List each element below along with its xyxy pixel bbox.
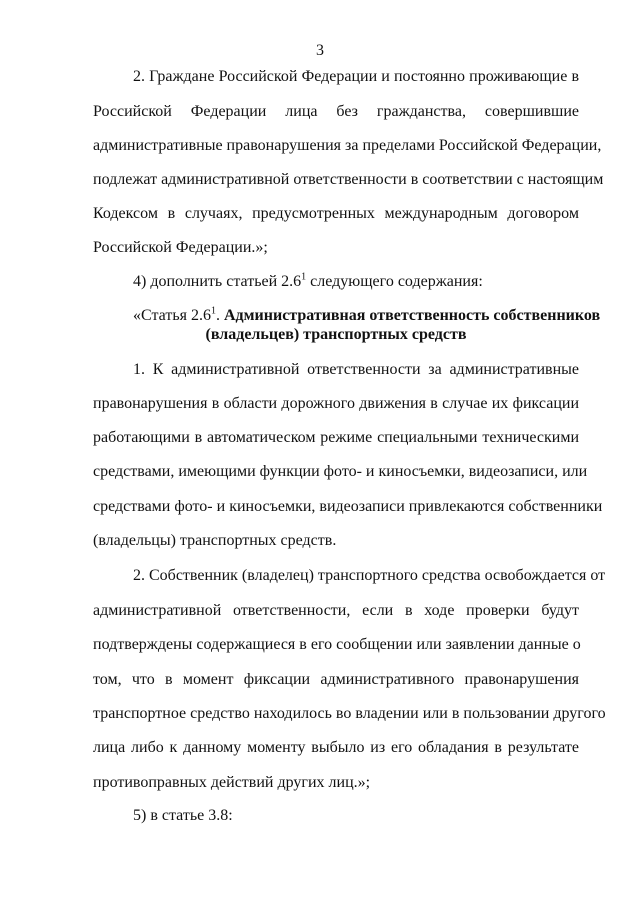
superscript: 1 [301, 271, 307, 283]
amendment-item-4 [133, 272, 579, 292]
text-line: Российской Федерации лица без гражданства, совершившие [93, 103, 579, 120]
text-line: подлежат административной ответственности в соответствии с настоящим [93, 171, 604, 188]
text-line: средствами, имеющими функции фото- и киносъемки, видеозаписи, или [93, 463, 588, 480]
text-line: 2. Собственник (владелец) транспортного средства освобождается от [133, 567, 606, 584]
article-heading-line-2: (владельцев) транспортных средств [205, 326, 467, 343]
article-title: Административная ответственность собственников [223, 307, 601, 324]
text-line: транспортное средство находилось во владении или в пользовании другого [93, 705, 606, 722]
amendment-item-5: 5) в статье 3.8: [133, 807, 233, 824]
text-line: Российской Федерации.»; [93, 239, 268, 256]
text-line: Кодексом в случаях, предусмотренных международным договором [93, 205, 579, 222]
text-line: работающими в автоматическом режиме специальными техническими [93, 429, 579, 446]
article-number: «Статья 2.6 [133, 307, 211, 324]
text-line: 2. Граждане Российской Федерации и постоянно проживающие в [133, 68, 579, 85]
text-line: противоправных действий других лиц.»; [93, 774, 371, 791]
text-line: правонарушения в области дорожного движения в случае их фиксации [93, 395, 579, 412]
text-line: средствами фото- и киносъемки, видеозаписи привлекаются собственники [93, 498, 603, 515]
superscript: 1 [210, 305, 216, 317]
item-4-text-end: следующего содержания: [306, 273, 483, 290]
text-line: лица либо к данному моменту выбыло из его обладания в результате [93, 739, 579, 756]
text-line: 1. К административной ответственности за административные [133, 361, 579, 378]
text-line: административные правонарушения за пределами Российской Федерации, [93, 137, 602, 154]
article-number-dot: . [215, 307, 224, 324]
page-number: 3 [316, 42, 324, 59]
text-line: административной ответственности, если в ходе проверки будут [93, 602, 579, 619]
text-line: том, что в момент фиксации административного правонарушения [93, 671, 579, 688]
text-line: подтверждены содержащиеся в его сообщении или заявлении данные о [93, 636, 581, 653]
text-line: (владельцы) транспортных средств. [93, 532, 337, 549]
item-4-text: 4) дополнить статьей 2.6 [133, 273, 302, 290]
article-heading-line-1 [133, 305, 601, 326]
